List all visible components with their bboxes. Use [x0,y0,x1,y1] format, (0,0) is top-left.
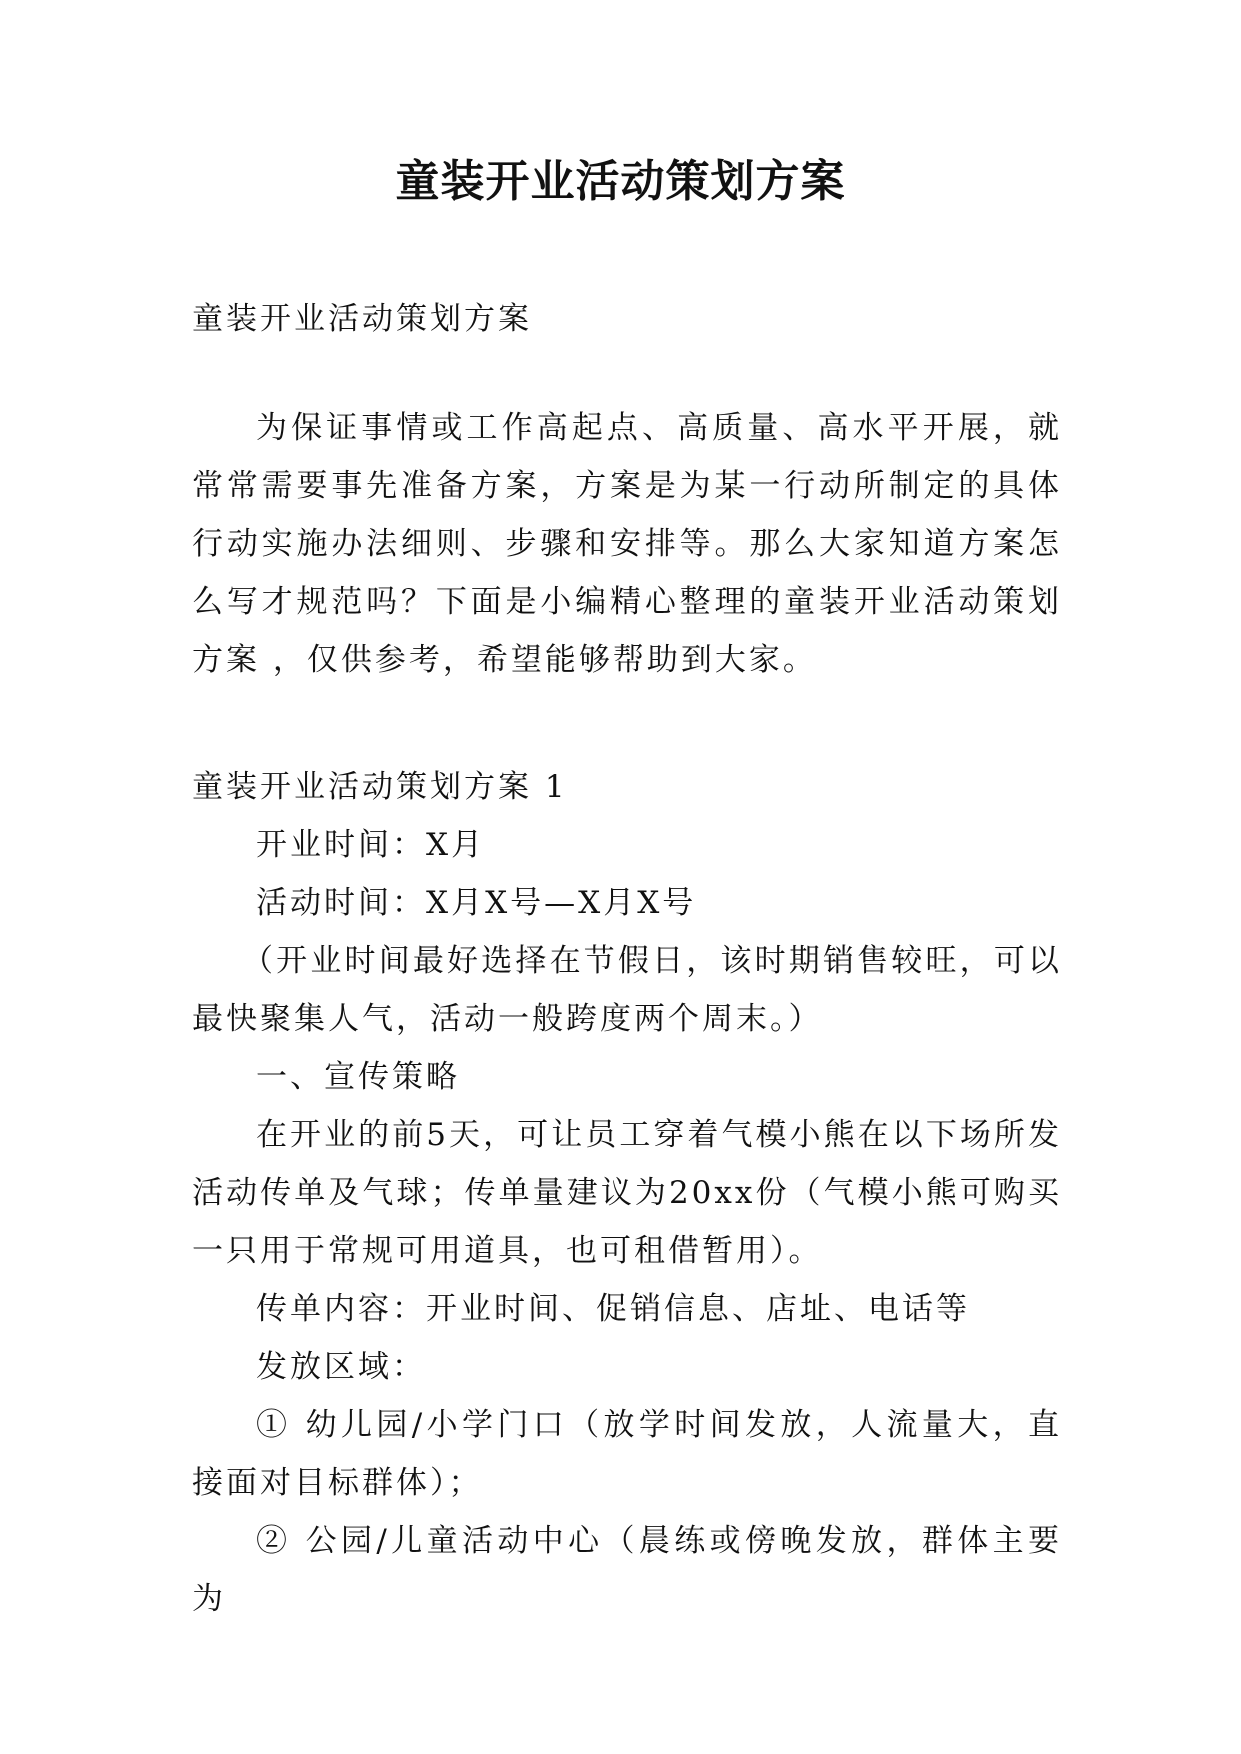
page-title: 童装开业活动策划方案 [395,156,846,207]
paragraph-timing-note: （开业时间最好选择在节假日，该时期销售较旺，可以最快聚集人气，活动一般跨度两个周末。） [192,943,1062,1037]
document-subtitle: 童装开业活动策划方案 [192,301,532,337]
paragraph-flyers: 在开业的前5天，可让员工穿着气模小熊在以下场所发活动传单及气球；传单量建议为20xx份（气模小熊可购买一只用于常规可用道具，也可租借暂用）。 [192,1117,1062,1269]
paragraph-activity-time: 活动时间：X月X号—X月X号 [256,885,697,921]
list-item-park: ② 公园/儿童活动中心（晨练或傍晚发放，群体主要为 [192,1523,1062,1617]
paragraph-distribution-area: 发放区域： [256,1349,426,1385]
paragraph-flyer-content: 传单内容：开业时间、促销信息、店址、电话等 [256,1291,970,1327]
paragraph-opening-time: 开业时间：X月 [256,827,486,863]
section-title: 童装开业活动策划方案 1 [192,769,568,805]
intro-paragraph: 为保证事情或工作高起点、高质量、高水平开展，就常常需要事先准备方案，方案是为某一行动所制定的具体行动实施办法细则、步骤和安排等。那么大家知道方案怎么写才规范吗？下面是小编精心整理的童装开业活动策划方案 ，仅供参考，希望能够帮助到大家。 [192,410,1062,678]
heading-promotion-strategy: 一、宣传策略 [256,1059,460,1095]
list-item-kindergarten: ① 幼儿园/小学门口（放学时间发放，人流量大，直接面对目标群体）； [192,1407,1062,1501]
